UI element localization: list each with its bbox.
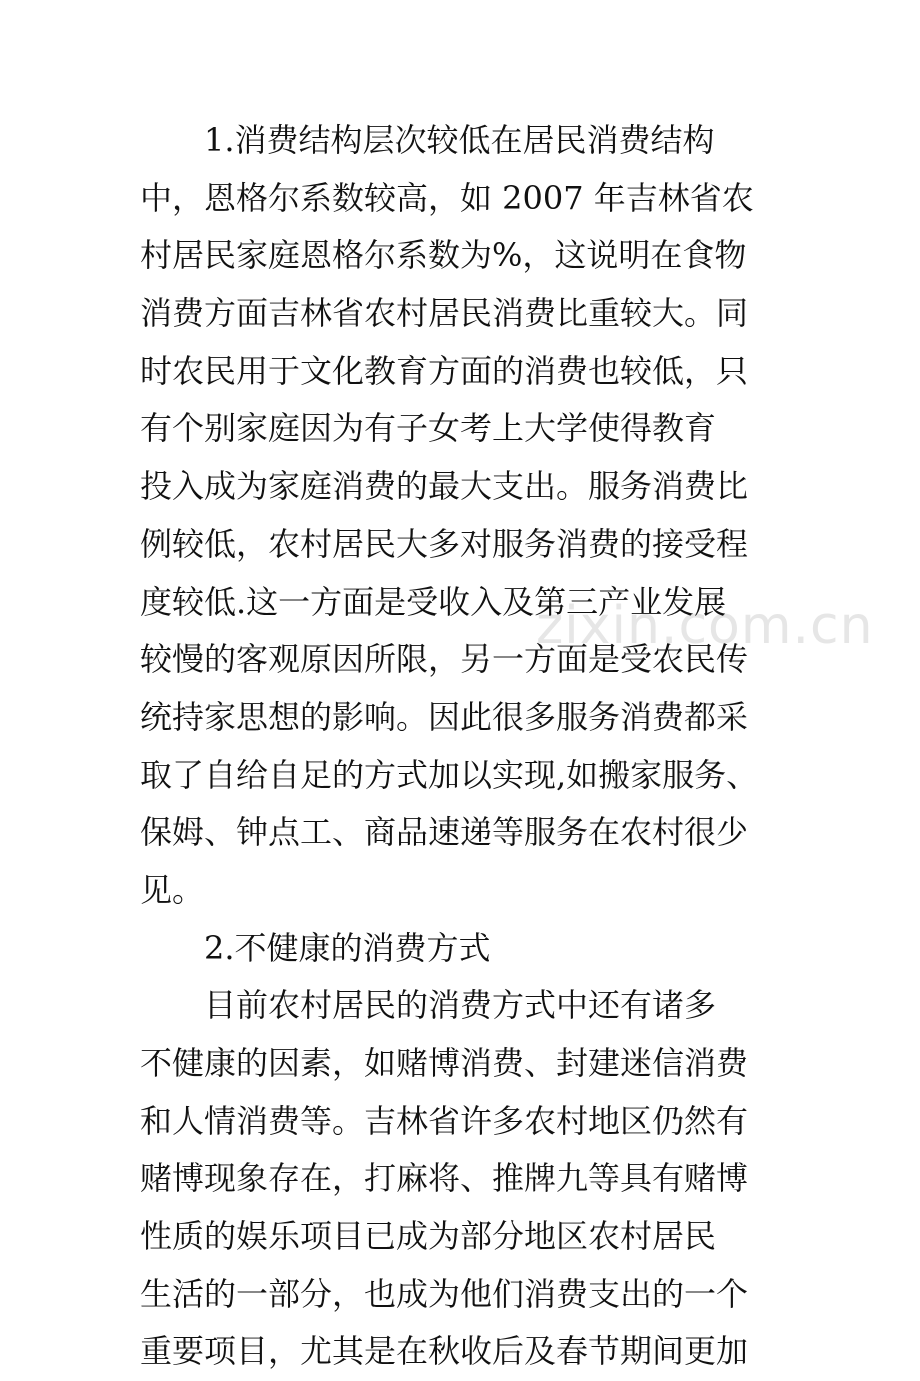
text-line-18: 和人情消费等。吉林省许多农村地区仍然有 bbox=[140, 1101, 749, 1140]
text-line-19: 赌博现象存在，打麻将、推牌九等具有赌博 bbox=[140, 1159, 749, 1198]
text-line-12: 取了自给自足的方式加以实现,如搬家服务、 bbox=[140, 755, 759, 794]
text-line-22: 重要项目，尤其是在秋收后及春节期间更加 bbox=[140, 1332, 749, 1371]
text-line-11: 统持家思想的影响。因此很多服务消费都采 bbox=[140, 697, 749, 736]
text-line-9: 度较低.这一方面是受收入及第三产业发展 bbox=[140, 582, 727, 621]
body-text bbox=[140, 112, 800, 1381]
text-line-6: 有个别家庭因为有子女考上大学使得教育 bbox=[140, 409, 717, 448]
text-line-8: 例较低，农村居民大多对服务消费的接受程 bbox=[140, 524, 749, 563]
text-line-17: 不健康的因素，如赌博消费、封建迷信消费 bbox=[140, 1044, 749, 1082]
text-line-21: 生活的一部分，也成为他们消费支出的一个 bbox=[140, 1274, 749, 1313]
text-line-2: 中，恩格尔系数较高，如 2007 年吉林省农 bbox=[140, 178, 754, 217]
text-line-13: 保姆、钟点工、商品速递等服务在农村很少 bbox=[140, 813, 749, 852]
text-line-10: 较慢的客观原因所限，另一方面是受农民传 bbox=[140, 640, 749, 679]
section-heading-2: 2.不健康的消费方式 bbox=[140, 928, 491, 967]
text-line-4: 消费方面吉林省农村居民消费比重较大。同 bbox=[140, 294, 749, 333]
text-line-5: 时农民用于文化教育方面的消费也较低，只 bbox=[140, 351, 749, 390]
watermark-text: zixin.com.cn bbox=[536, 596, 874, 656]
text-line-7: 投入成为家庭消费的最大支出。服务消费比 bbox=[140, 467, 749, 506]
text-line-14: 见。 bbox=[140, 870, 205, 909]
text-line-3: 村居民家庭恩格尔系数为%，这说明在食物 bbox=[140, 236, 747, 275]
text-line-20: 性质的娱乐项目已成为部分地区农村居民 bbox=[140, 1217, 717, 1256]
text-line-16: 目前农村居民的消费方式中还有诸多 bbox=[140, 986, 717, 1025]
text-line-1: 1.消费结构层次较低在居民消费结构 bbox=[140, 121, 715, 159]
